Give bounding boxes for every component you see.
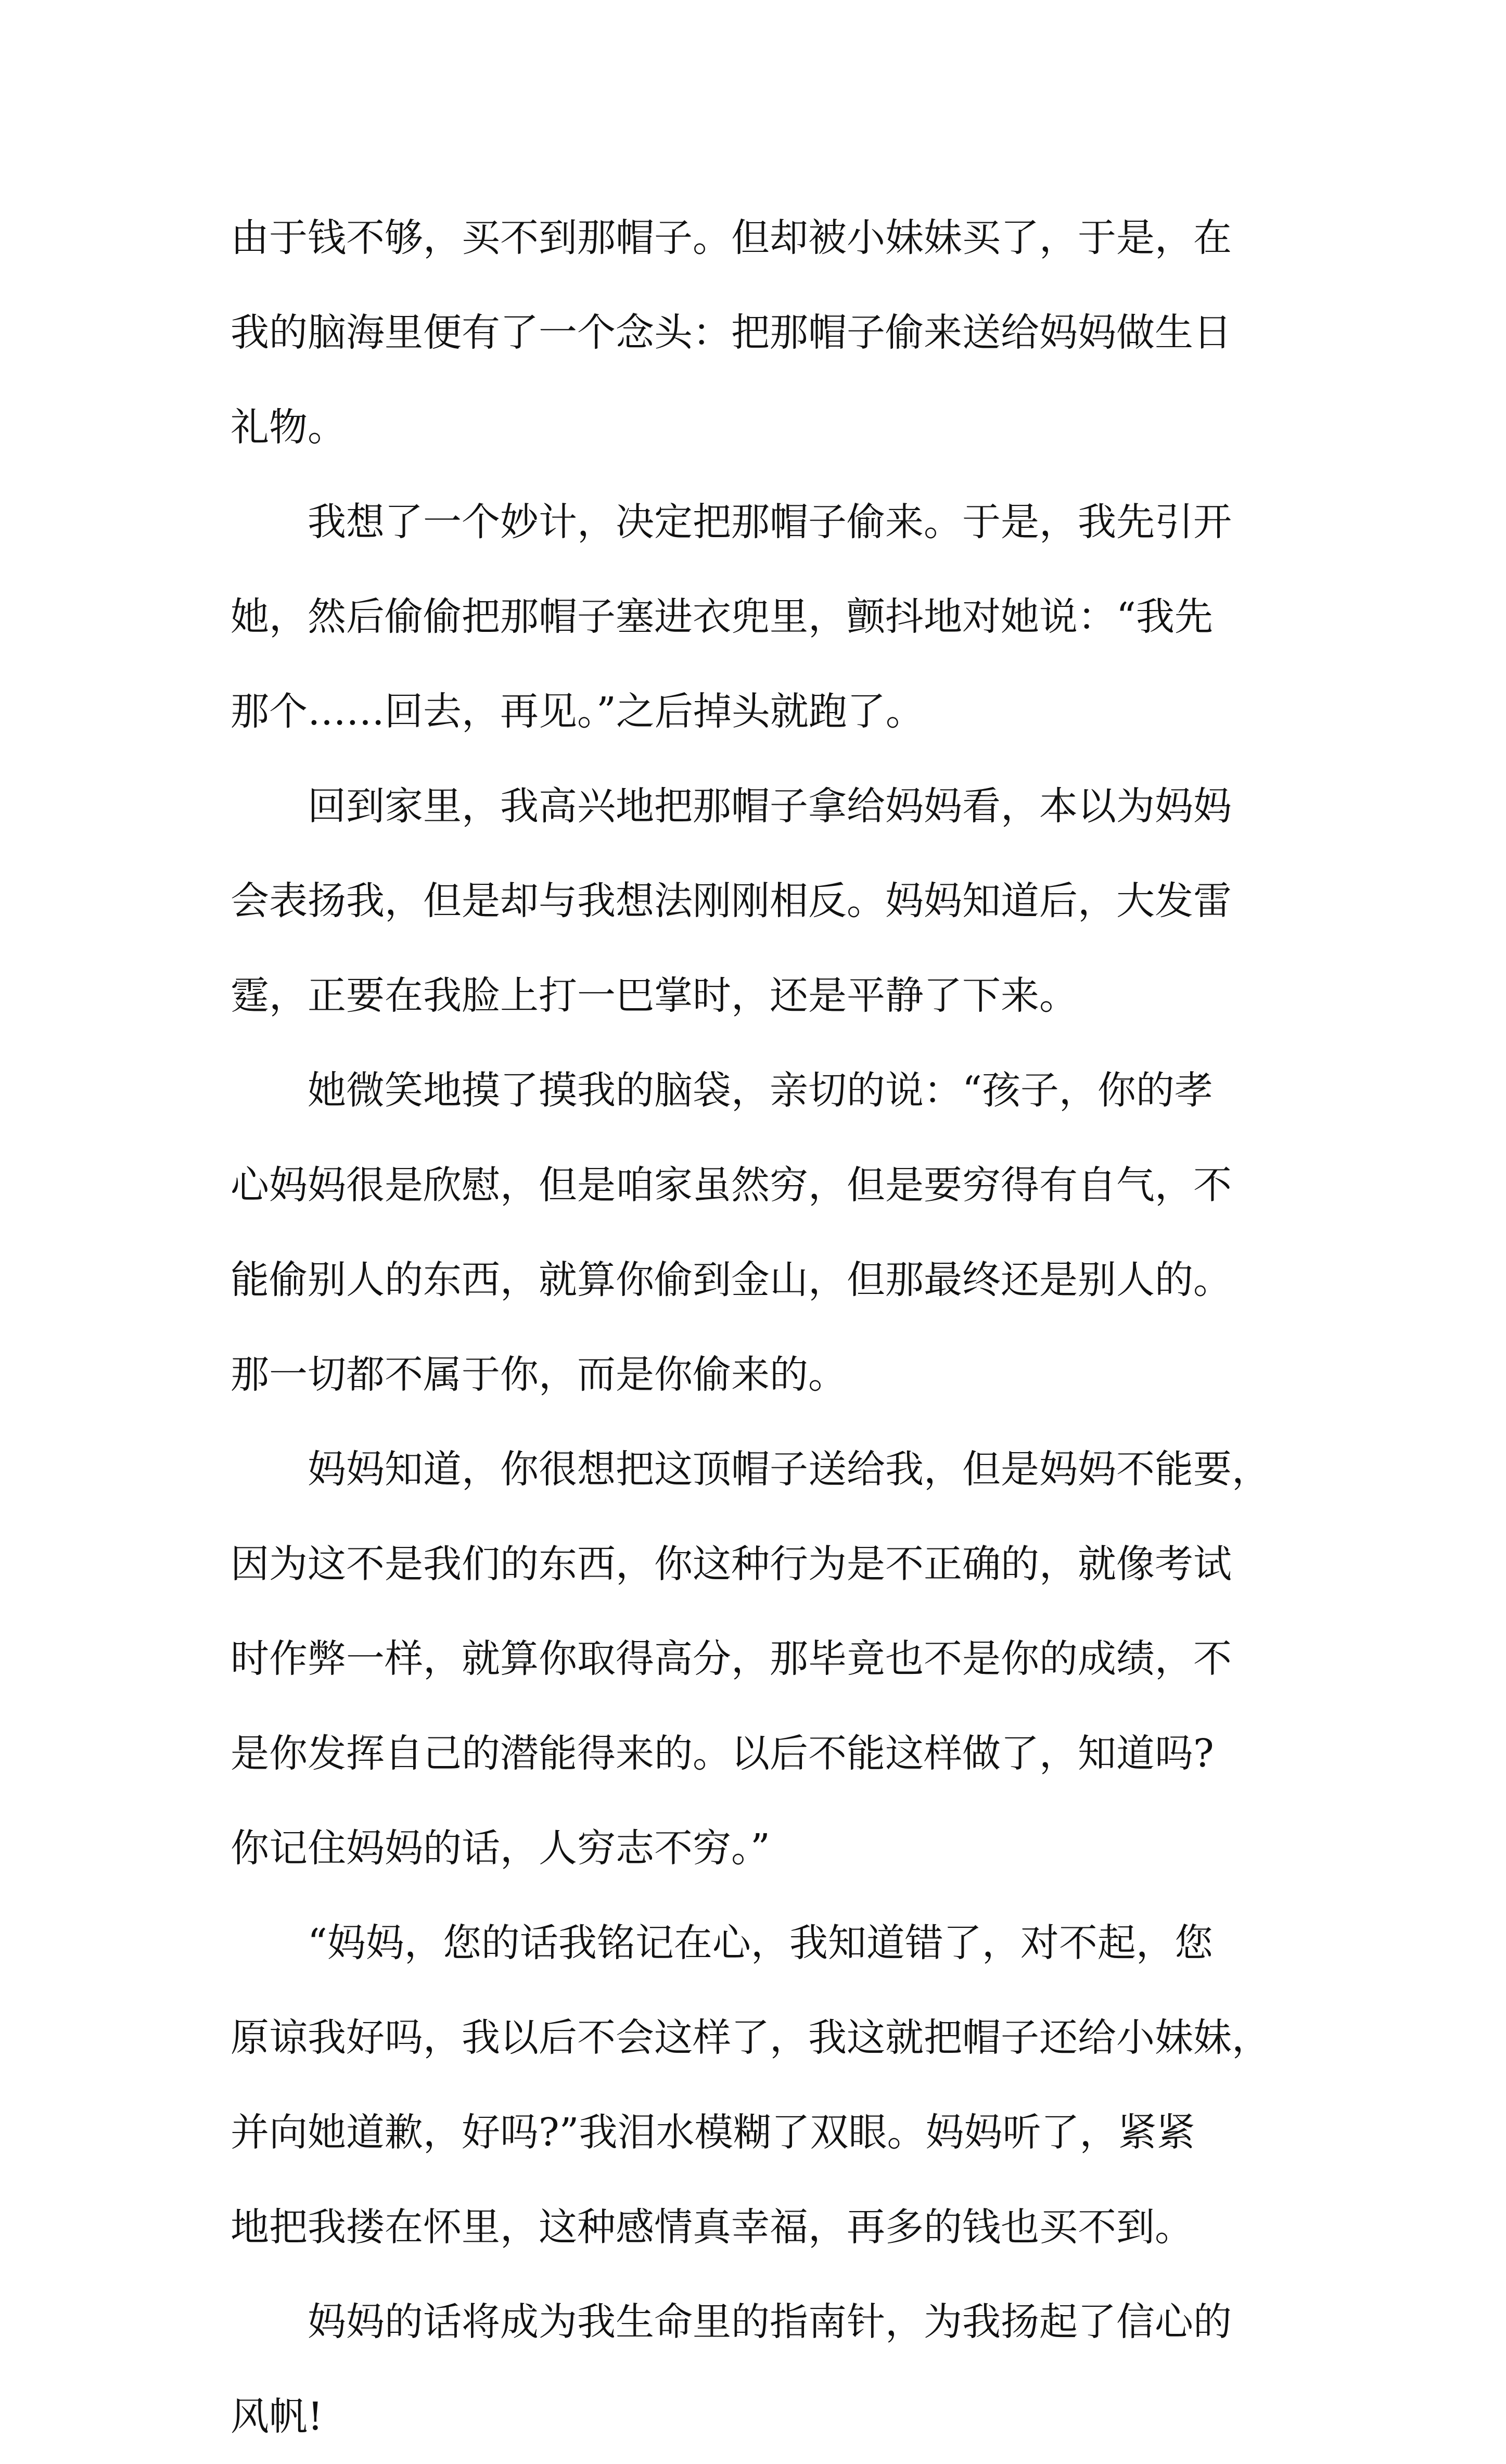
text-line: 由于钱不够，买不到那帽子。但却被小妹妹买了，于是，在 xyxy=(231,215,1232,260)
body-text xyxy=(231,190,1313,2464)
text-line: 时作弊一样，就算你取得高分，那毕竟也不是你的成绩，不 xyxy=(231,1636,1232,1681)
text-line: 你记住妈妈的话，人穷志不穷。” xyxy=(231,1826,770,1871)
text-line: 我的脑海里便有了一个念头：把那帽子偷来送给妈妈做生日 xyxy=(231,310,1232,355)
text-line: 风帆! xyxy=(231,2394,323,2439)
text-line: 她，然后偷偷把那帽子塞进衣兜里，颤抖地对她说：“我先 xyxy=(231,594,1213,639)
text-line: 礼物。 xyxy=(231,405,346,450)
text-line: 妈妈知道，你很想把这顶帽子送给我，但是妈妈不能要， xyxy=(231,1447,1270,1492)
text-line: 霆，正要在我脸上打一巴掌时，还是平静了下来。 xyxy=(231,973,1078,1018)
text-line: 会表扬我，但是却与我想法刚刚相反。妈妈知道后，大发雷 xyxy=(231,879,1232,923)
text-line: 回到家里，我高兴地把那帽子拿给妈妈看，本以为妈妈 xyxy=(231,784,1232,829)
text-line: 因为这不是我们的东西，你这种行为是不正确的，就像考试 xyxy=(231,1542,1232,1586)
text-line: 那个……回去，再见。”之后掉头就跑了。 xyxy=(231,689,924,734)
text-line: 心妈妈很是欣慰，但是咱家虽然穷，但是要穷得有自气，不 xyxy=(231,1163,1232,1208)
text-line: 妈妈的话将成为我生命里的指南针，为我扬起了信心的 xyxy=(231,2300,1232,2344)
text-line: 她微笑地摸了摸我的脑袋，亲切的说：“孩子，你的孝 xyxy=(231,1068,1213,1113)
text-line: “妈妈，您的话我铭记在心，我知道错了，对不起，您 xyxy=(231,1921,1213,1965)
text-line: 是你发挥自己的潜能得来的。以后不能这样做了，知道吗? xyxy=(231,1731,1214,1776)
text-line: 地把我搂在怀里，这种感情真幸福，再多的钱也买不到。 xyxy=(231,2205,1193,2250)
text-line: 能偷别人的东西，就算你偷到金山，但那最终还是别人的。 xyxy=(231,1258,1232,1302)
text-line: 我想了一个妙计，决定把那帽子偷来。于是，我先引开 xyxy=(231,500,1232,544)
text-line: 原谅我好吗，我以后不会这样了，我这就把帽子还给小妹妹， xyxy=(231,2015,1270,2060)
text-line: 那一切都不属于你，而是你偷来的。 xyxy=(231,1352,847,1397)
text-line: 并向她道歉，好吗?”我泪水模糊了双眼。妈妈听了，紧紧 xyxy=(231,2110,1195,2155)
